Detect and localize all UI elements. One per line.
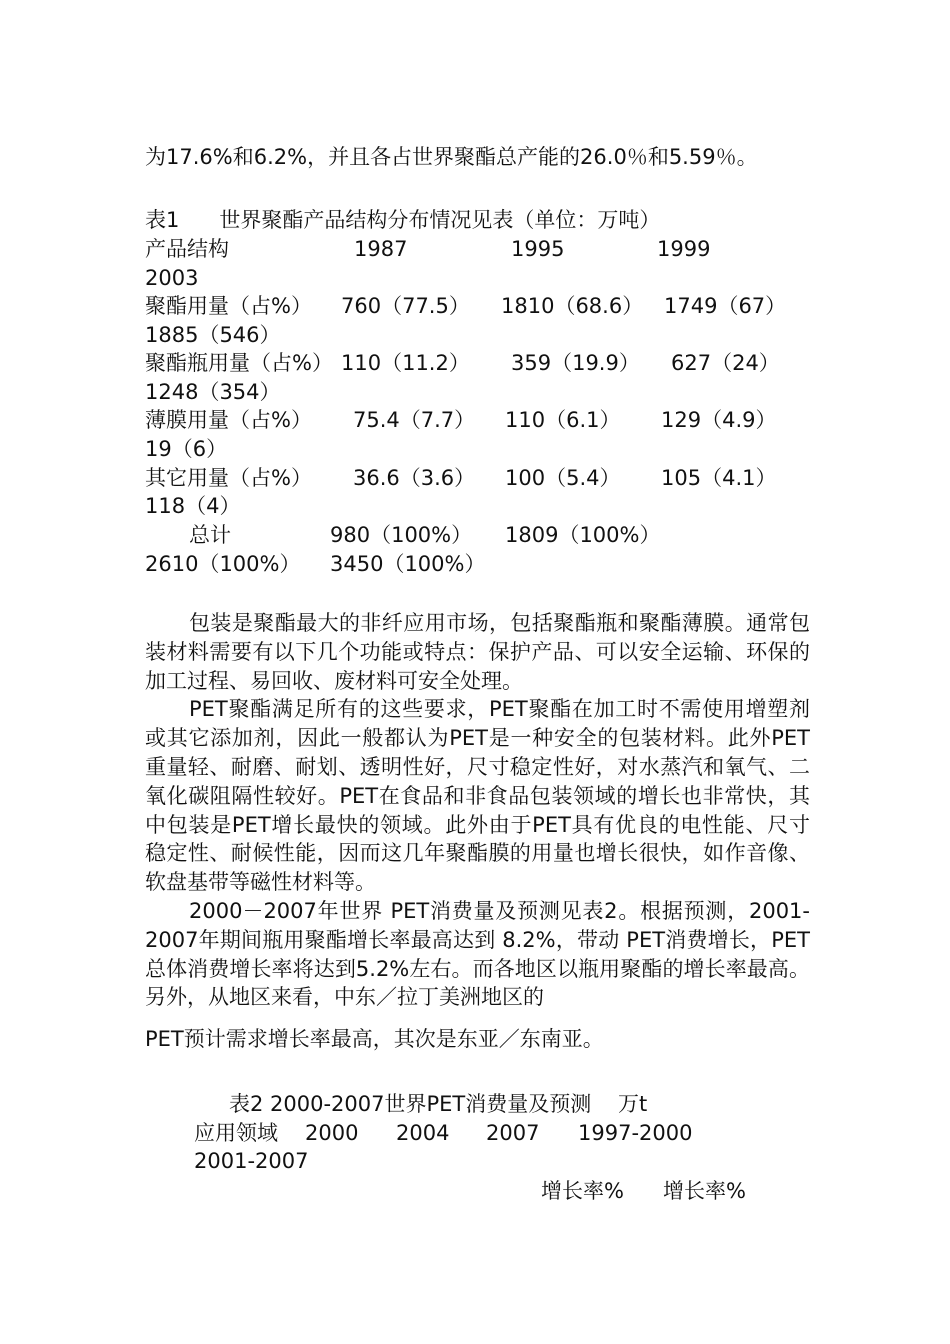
table1-row2-1995: 110（6.1）	[505, 408, 621, 432]
table1-total-2003: 3450（100%）	[330, 552, 486, 576]
table1-row2-1999: 129（4.9）	[661, 408, 777, 432]
table1-header-col3: 1999	[657, 237, 711, 261]
table1-row0-1995: 1810（68.6）	[501, 294, 644, 318]
table1-total-label: 总计	[189, 523, 231, 547]
table1-row2-label: 薄膜用量（占%）	[145, 408, 312, 432]
table1-row0-1987: 760（77.5）	[341, 294, 470, 318]
table1-row0-1999: 1749（67）	[664, 294, 787, 318]
table1-row3-2003: 118（4）	[145, 494, 241, 518]
table2-subheader-col5: 增长率%	[663, 1179, 746, 1203]
table1-row2-1987: 75.4（7.7）	[353, 408, 476, 432]
table1-total-1987: 980（100%）	[330, 523, 473, 547]
table2-header-col4: 1997-2000	[578, 1121, 693, 1145]
table2-header-col1: 2000	[305, 1121, 359, 1145]
paragraph-pet-forecast: 2000－2007年世界 PET消费量及预测见表2。根据预测，2001-2007年期间瓶用聚酯增长率最高达到 8.2%，带动 PET消费增长，PET总体消费增长率将达到5.2%左右。而各地区以瓶用聚酯的增长率最高。另外，从地区来看，中东／拉丁美洲地区的	[145, 898, 810, 1010]
table1-row1-1999: 627（24）	[671, 351, 780, 375]
table1-row0-2003: 1885（546）	[145, 323, 281, 347]
table1-total-1999: 2610（100%）	[145, 552, 301, 576]
paragraph-packaging: 包装是聚酯最大的非纤应用市场，包括聚酯瓶和聚酯薄膜。通常包装材料需要有以下几个功能或特点：保护产品、可以安全运输、环保的加工过程、易回收、废材料可安全处理。	[145, 611, 810, 693]
table1-header-col2: 1995	[511, 237, 565, 261]
table2-caption: 表2 2000-2007世界PET消费量及预测 万t	[229, 1092, 648, 1116]
table1-row1-1995: 359（19.9）	[511, 351, 640, 375]
table1-row2-2003: 19（6）	[145, 437, 228, 461]
table1-header-col1: 1987	[354, 237, 408, 261]
table1-caption: 表1 世界聚酯产品结构分布情况见表（单位：万吨）	[145, 208, 661, 232]
body-text	[145, 609, 810, 1012]
table1-row3-1987: 36.6（3.6）	[353, 466, 476, 490]
table1-row0-label: 聚酯用量（占%）	[145, 294, 312, 318]
table1-row1-1987: 110（11.2）	[341, 351, 470, 375]
table1-row3-1995: 100（5.4）	[505, 466, 621, 490]
table1-header-col4: 2003	[145, 266, 199, 290]
table1-header-col0: 产品结构	[145, 237, 229, 261]
table1-row3-label: 其它用量（占%）	[145, 466, 312, 490]
table2-header-col0: 应用领域	[194, 1121, 278, 1145]
last-line: PET预计需求增长率最高，其次是东亚／东南亚。	[145, 1027, 604, 1051]
table1-row1-2003: 1248（354）	[145, 380, 281, 404]
table1-total-1995: 1809（100%）	[505, 523, 661, 547]
table1-row1-label: 聚酯瓶用量（占%）	[145, 351, 333, 375]
table1-row3-1999: 105（4.1）	[661, 466, 777, 490]
table2-header-col2: 2004	[396, 1121, 450, 1145]
table2-header-col3: 2007	[486, 1121, 540, 1145]
table2-header-col5: 2001-2007	[194, 1149, 309, 1173]
paragraph-pet-properties: PET聚酯满足所有的这些要求，PET聚酯在加工时不需使用增塑剂或其它添加剂，因此一般都认为PET是一种安全的包装材料。此外PET重量轻、耐磨、耐划、透明性好，尺寸稳定性好，对水蒸汽和氧气、二氧化碳阻隔性较好。PET在食品和非食品包装领域的增长也非常快，其中包装是PET增长最快的领域。此外由于PET具有优良的电性能、尺寸稳定性、耐候性能，因而这几年聚酯膜的用量也增长很快，如作音像、软盘基带等磁性材料等。	[145, 697, 810, 895]
table2-subheader-col4: 增长率%	[541, 1179, 624, 1203]
intro-line: 为17.6%和6.2%，并且各占世界聚酯总产能的26.0％和5.59％。	[145, 145, 758, 169]
